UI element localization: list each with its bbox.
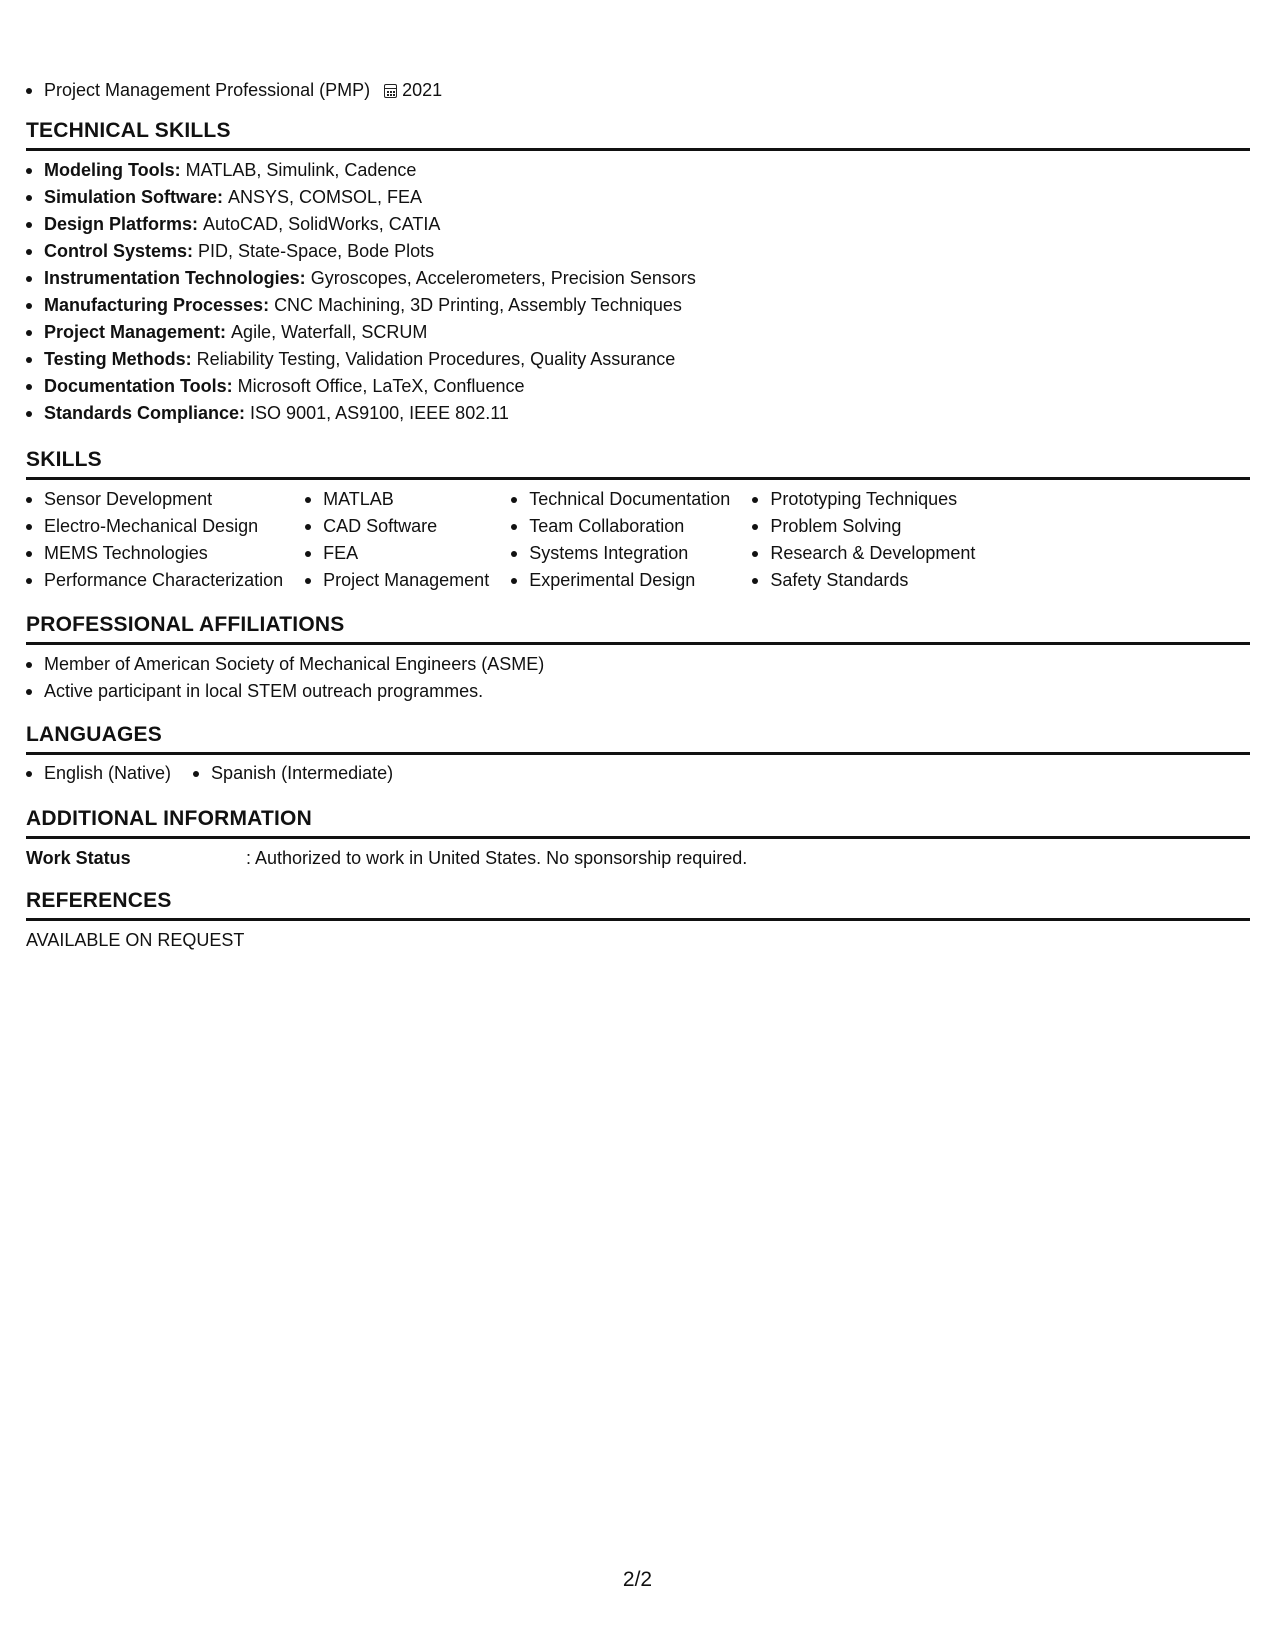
skill-value: MATLAB, Simulink, Cadence bbox=[185, 160, 417, 180]
work-status-label: Work Status bbox=[26, 848, 131, 868]
bullet bbox=[26, 249, 32, 255]
skill-key: Documentation Tools: bbox=[44, 376, 233, 396]
section-title: PROFESSIONAL AFFILIATIONS bbox=[26, 612, 1250, 645]
certification-name: Project Management Professional (PMP) bbox=[44, 80, 371, 100]
skill-value: AutoCAD, SolidWorks, CATIA bbox=[203, 214, 441, 234]
list-item bbox=[26, 373, 1250, 400]
bullet bbox=[752, 497, 758, 503]
skill-key: Testing Methods: bbox=[44, 349, 192, 369]
bullet bbox=[26, 195, 32, 201]
list-item bbox=[26, 567, 283, 594]
bullet bbox=[26, 578, 32, 584]
bullet bbox=[511, 578, 517, 584]
section-title: ADDITIONAL INFORMATION bbox=[26, 806, 1250, 839]
list-item bbox=[26, 486, 283, 513]
skill-item: Sensor Development bbox=[44, 489, 213, 509]
list-item bbox=[752, 540, 975, 567]
bullet bbox=[511, 551, 517, 557]
skill-key: Manufacturing Processes: bbox=[44, 295, 270, 315]
list-item bbox=[26, 292, 1250, 319]
skill-item: MEMS Technologies bbox=[44, 543, 208, 563]
skill-key: Instrumentation Technologies: bbox=[44, 268, 306, 288]
list-item bbox=[305, 540, 489, 567]
bullet bbox=[511, 524, 517, 530]
list-item bbox=[26, 157, 1250, 184]
skill-item: Performance Characterization bbox=[44, 570, 284, 590]
references-text: AVAILABLE ON REQUEST bbox=[26, 930, 245, 950]
list-item bbox=[26, 400, 1250, 427]
bullet bbox=[26, 524, 32, 530]
bullet bbox=[26, 771, 32, 777]
skill-key: Project Management: bbox=[44, 322, 227, 342]
skill-item: Team Collaboration bbox=[529, 516, 685, 536]
skills-column bbox=[511, 486, 730, 594]
affiliations-list bbox=[26, 651, 1250, 705]
skill-item: Problem Solving bbox=[770, 516, 902, 536]
language-label: Spanish (Intermediate) bbox=[211, 763, 394, 783]
skill-value: ISO 9001, AS9100, IEEE 802.11 bbox=[250, 403, 509, 423]
list-item bbox=[511, 486, 730, 513]
bullet bbox=[26, 551, 32, 557]
bullet bbox=[305, 578, 311, 584]
bullet bbox=[305, 524, 311, 530]
skill-item: Technical Documentation bbox=[529, 489, 731, 509]
language-item bbox=[193, 763, 393, 784]
bullet bbox=[26, 689, 32, 695]
list-item bbox=[26, 540, 283, 567]
bullet bbox=[26, 303, 32, 309]
skill-value: Reliability Testing, Validation Procedures, Quality Assurance bbox=[196, 349, 676, 369]
list-item bbox=[511, 540, 730, 567]
affiliation-item: Active participant in local STEM outreach programmes. bbox=[44, 681, 484, 701]
skill-item: Project Management bbox=[323, 570, 490, 590]
bullet bbox=[26, 88, 32, 94]
list-item bbox=[26, 651, 1250, 678]
references-section bbox=[26, 888, 1250, 951]
list-item bbox=[26, 184, 1250, 211]
list-item bbox=[26, 678, 1250, 705]
skill-item: Systems Integration bbox=[529, 543, 689, 563]
skill-key: Control Systems: bbox=[44, 241, 194, 261]
affiliations-section bbox=[26, 612, 1250, 705]
bullet bbox=[305, 551, 311, 557]
certification-item bbox=[26, 80, 442, 101]
bullet bbox=[26, 168, 32, 174]
skill-item: Electro-Mechanical Design bbox=[44, 516, 259, 536]
affiliation-item: Member of American Society of Mechanical Engineers (ASME) bbox=[44, 654, 545, 674]
work-status-value: : Authorized to work in United States. No sponsorship required. bbox=[246, 848, 748, 868]
bullet bbox=[511, 497, 517, 503]
skill-item: FEA bbox=[323, 543, 359, 563]
bullet bbox=[26, 357, 32, 363]
list-item bbox=[305, 567, 489, 594]
section-title: SKILLS bbox=[26, 447, 1250, 480]
section-title: LANGUAGES bbox=[26, 722, 1250, 755]
certification-year: 2021 bbox=[402, 80, 443, 100]
bullet bbox=[26, 662, 32, 668]
list-item bbox=[511, 513, 730, 540]
list-item bbox=[26, 265, 1250, 292]
skill-value: CNC Machining, 3D Printing, Assembly Techniques bbox=[274, 295, 682, 315]
skill-key: Standards Compliance: bbox=[44, 403, 246, 423]
skills-column bbox=[26, 486, 283, 594]
calendar-icon bbox=[384, 84, 397, 98]
section-title: REFERENCES bbox=[26, 888, 1250, 921]
list-item bbox=[752, 567, 975, 594]
list-item bbox=[26, 211, 1250, 238]
bullet bbox=[752, 551, 758, 557]
technical-skills-list bbox=[26, 157, 1250, 427]
bullet bbox=[26, 276, 32, 282]
skills-section bbox=[26, 447, 1250, 594]
list-item bbox=[26, 319, 1250, 346]
bullet bbox=[26, 222, 32, 228]
list-item bbox=[752, 486, 975, 513]
languages-section bbox=[26, 722, 1250, 784]
list-item bbox=[511, 567, 730, 594]
technical-skills-section bbox=[26, 118, 1250, 427]
skill-key: Modeling Tools: bbox=[44, 160, 181, 180]
work-status-row bbox=[26, 848, 1250, 869]
section-title: TECHNICAL SKILLS bbox=[26, 118, 1250, 151]
bullet bbox=[26, 384, 32, 390]
bullet bbox=[305, 497, 311, 503]
skill-value: Microsoft Office, LaTeX, Confluence bbox=[237, 376, 525, 396]
language-item bbox=[26, 763, 171, 784]
list-item bbox=[305, 513, 489, 540]
skill-item: Prototyping Techniques bbox=[770, 489, 958, 509]
languages-list bbox=[26, 763, 1250, 784]
bullet bbox=[26, 497, 32, 503]
skill-value: PID, State-Space, Bode Plots bbox=[198, 241, 435, 261]
list-item bbox=[305, 486, 489, 513]
skills-column bbox=[752, 486, 975, 594]
bullet bbox=[26, 411, 32, 417]
skill-value: ANSYS, COMSOL, FEA bbox=[228, 187, 423, 207]
skill-value: Gyroscopes, Accelerometers, Precision Sensors bbox=[310, 268, 696, 288]
skill-key: Design Platforms: bbox=[44, 214, 199, 234]
skill-item: Safety Standards bbox=[770, 570, 909, 590]
skill-value: Agile, Waterfall, SCRUM bbox=[231, 322, 428, 342]
list-item bbox=[752, 513, 975, 540]
bullet bbox=[26, 330, 32, 336]
additional-info-section bbox=[26, 806, 1250, 869]
skill-key: Simulation Software: bbox=[44, 187, 224, 207]
skill-item: CAD Software bbox=[323, 516, 438, 536]
bullet bbox=[193, 771, 199, 777]
language-label: English (Native) bbox=[44, 763, 172, 783]
bullet bbox=[752, 578, 758, 584]
page-number: 2/2 bbox=[622, 1568, 653, 1591]
skill-item: Research & Development bbox=[770, 543, 976, 563]
skills-column bbox=[305, 486, 489, 594]
skill-item: Experimental Design bbox=[529, 570, 696, 590]
list-item bbox=[26, 513, 283, 540]
list-item bbox=[26, 238, 1250, 265]
skills-columns bbox=[26, 486, 1250, 594]
list-item bbox=[26, 346, 1250, 373]
bullet bbox=[752, 524, 758, 530]
skill-item: MATLAB bbox=[323, 489, 394, 509]
